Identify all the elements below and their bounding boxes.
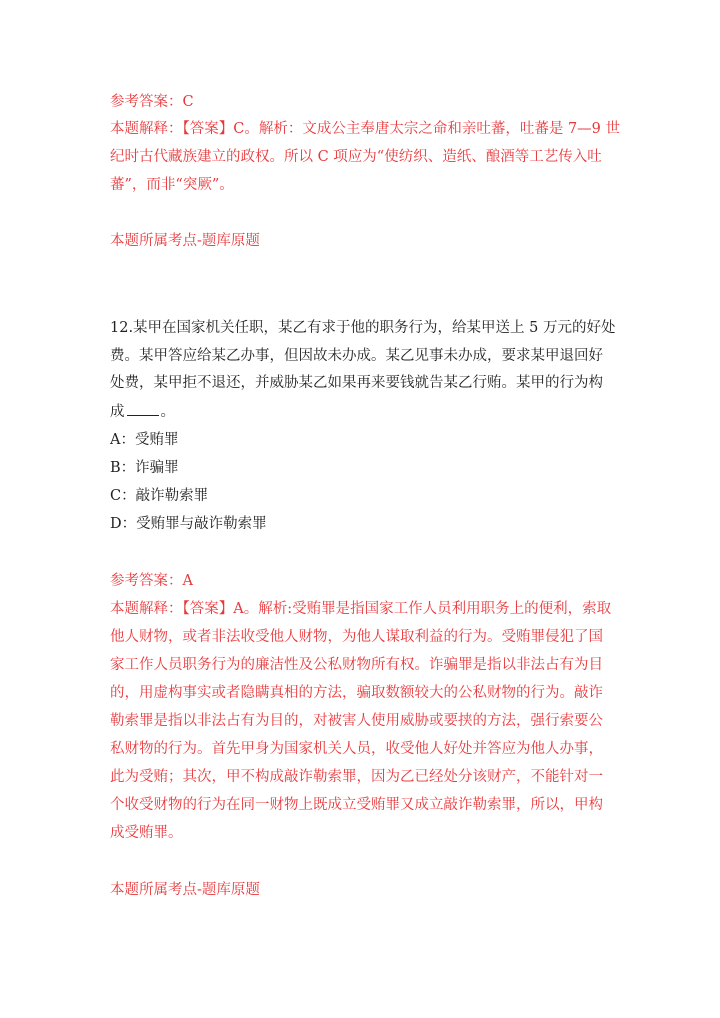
prev-explanation-line: 本题解释：【答案】C。解析：文成公主奉唐太宗之命和亲吐蕃，吐蕃是 7—9 世: [110, 121, 621, 137]
answer-blank: [127, 401, 159, 416]
explanation-line: 私财物的行为。首先甲身为国家机关人员，收受他人好处并答应为他人办事，: [110, 741, 603, 757]
explanation-line: 家工作人员职务行为的廉洁性及公私财物所有权。诈骗罪是指以非法占有为目: [110, 657, 603, 673]
prev-source-label: 本题所属考点-题库原题: [110, 233, 260, 249]
answer-label: 参考答案：A: [110, 573, 193, 589]
explanation-line: 他人财物，或者非法收受他人财物，为他人谋取利益的行为。受贿罪侵犯了国: [110, 629, 603, 645]
explanation-line: 此为受贿；其次，甲不构成敲诈勒索罪，因为乙已经处分该财产，不能针对一: [110, 769, 603, 785]
prev-explanation-line: 蕃”，而非“突厥”。: [110, 177, 234, 193]
prev-explanation-line: 纪时古代藏族建立的政权。所以 C 项应为“使纺织、造纸、酿酒等工艺传入吐: [110, 149, 602, 165]
question-stem-line: 处费，某甲拒不退还，并威胁某乙如果再来要钱就告某乙行贿。某甲的行为构: [110, 375, 603, 391]
stem-suffix: 。: [160, 404, 175, 420]
source-label: 本题所属考点-题库原题: [110, 882, 260, 898]
option-c: C：敲诈勒索罪: [110, 488, 209, 504]
prev-answer-label: 参考答案：C: [110, 94, 194, 110]
stem-prefix: 成: [110, 404, 125, 420]
question-stem-last-line: [110, 401, 175, 422]
question-stem-line: 费。某甲答应给某乙办事，但因故未办成。某乙见事未办成，要求某甲退回好: [110, 348, 603, 364]
option-b: B：诈骗罪: [110, 460, 179, 476]
question-stem-line: 12.某甲在国家机关任职，某乙有求于他的职务行为，给某甲送上 5 万元的好处: [110, 320, 616, 336]
explanation-line: 成受贿罪。: [110, 825, 183, 841]
explanation-line: 的，用虚构事实或者隐瞒真相的方法，骗取数额较大的公私财物的行为。敲诈: [110, 685, 603, 701]
explanation-line: 勒索罪是指以非法占有为目的，对被害人使用威胁或要挟的方法，强行索要公: [110, 713, 603, 729]
explanation-line: 本题解释：【答案】A。解析:受贿罪是指国家工作人员利用职务上的便利，索取: [110, 601, 612, 617]
explanation-line: 个收受财物的行为在同一财物上既成立受贿罪又成立敲诈勒索罪，所以，甲构: [110, 797, 603, 813]
option-d: D：受贿罪与敲诈勒索罪: [110, 516, 267, 532]
option-a: A：受贿罪: [110, 432, 179, 448]
